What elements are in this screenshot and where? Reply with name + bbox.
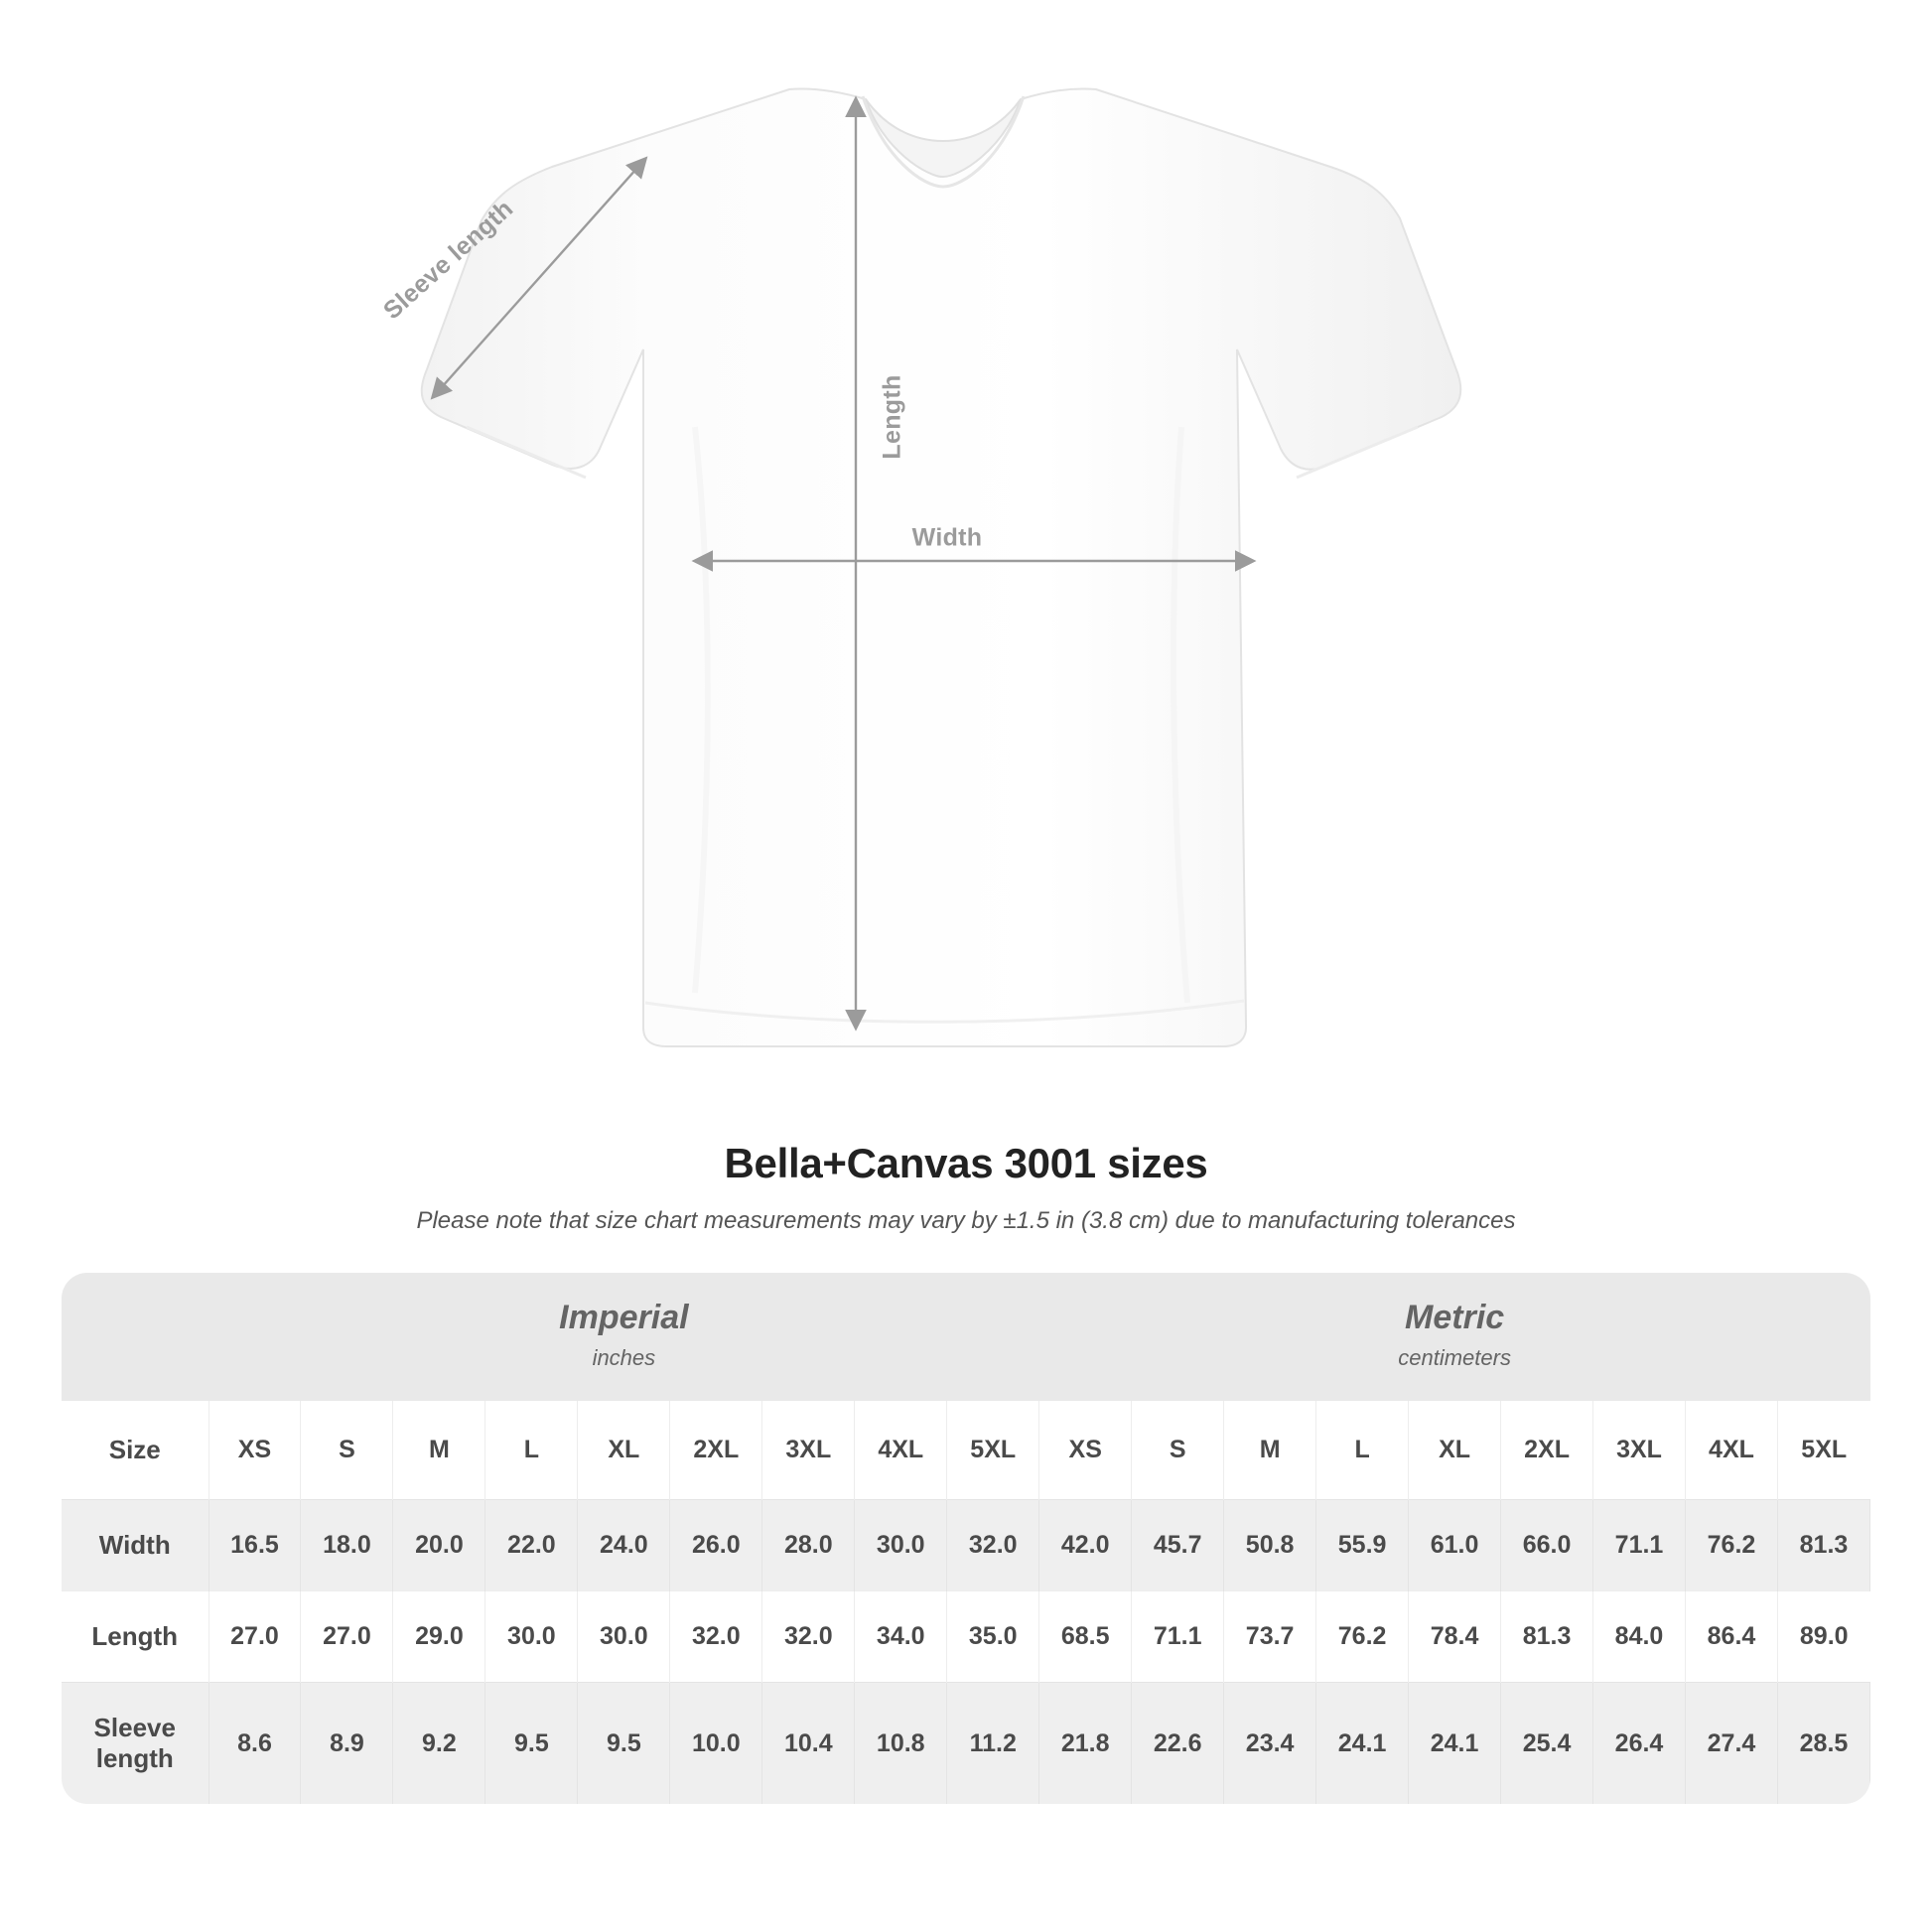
cell-sleeve-imperial-2: 9.2 (393, 1683, 485, 1805)
cell-sleeve-imperial-8: 11.2 (947, 1683, 1039, 1805)
cell-sleeve-metric-2: 23.4 (1224, 1683, 1316, 1805)
unit-imperial-name: Imperial (559, 1299, 689, 1336)
table-row (62, 1591, 1870, 1683)
cell-length-metric-8: 89.0 (1777, 1591, 1869, 1683)
size-header-imperial-6: 3XL (762, 1401, 855, 1500)
cell-length-imperial-5: 32.0 (670, 1591, 762, 1683)
cell-width-metric-4: 61.0 (1409, 1500, 1501, 1591)
cell-length-metric-2: 73.7 (1224, 1591, 1316, 1683)
cell-length-imperial-2: 29.0 (393, 1591, 485, 1683)
cell-width-metric-2: 50.8 (1224, 1500, 1316, 1591)
cell-length-imperial-7: 34.0 (855, 1591, 947, 1683)
size-header-imperial-0: XS (208, 1401, 301, 1500)
cell-sleeve-metric-4: 24.1 (1409, 1683, 1501, 1805)
cell-sleeve-imperial-1: 8.9 (301, 1683, 393, 1805)
table-row (62, 1500, 1870, 1591)
unit-imperial-cell (208, 1273, 1039, 1401)
page-title: Bella+Canvas 3001 sizes (724, 1140, 1208, 1186)
cell-width-imperial-6: 28.0 (762, 1500, 855, 1591)
size-header-imperial-7: 4XL (855, 1401, 947, 1500)
cell-sleeve-metric-7: 27.4 (1686, 1683, 1778, 1805)
row-label-sleeve-length: Sleeve length (62, 1683, 208, 1805)
size-header-metric-3: L (1316, 1401, 1409, 1500)
cell-width-imperial-2: 20.0 (393, 1500, 485, 1591)
sleeve-length-label: Sleeve length (377, 194, 519, 326)
size-header-metric-4: XL (1409, 1401, 1501, 1500)
size-header-metric-1: S (1132, 1401, 1224, 1500)
cell-length-metric-3: 76.2 (1316, 1591, 1409, 1683)
cell-width-imperial-4: 24.0 (578, 1500, 670, 1591)
size-header-imperial-5: 2XL (670, 1401, 762, 1500)
cell-width-imperial-0: 16.5 (208, 1500, 301, 1591)
size-header-metric-6: 3XL (1593, 1401, 1686, 1500)
tolerance-note: Please note that size chart measurements may vary by ±1.5 in (3.8 cm) due to manufacturing tolerances (416, 1207, 1516, 1234)
cell-width-metric-3: 55.9 (1316, 1500, 1409, 1591)
size-header-metric-8: 5XL (1777, 1401, 1869, 1500)
cell-sleeve-metric-5: 25.4 (1501, 1683, 1593, 1805)
cell-width-imperial-8: 32.0 (947, 1500, 1039, 1591)
cell-sleeve-imperial-0: 8.6 (208, 1683, 301, 1805)
cell-length-imperial-4: 30.0 (578, 1591, 670, 1683)
cell-sleeve-metric-1: 22.6 (1132, 1683, 1224, 1805)
cell-length-metric-7: 86.4 (1686, 1591, 1778, 1683)
row-label-length: Length (62, 1591, 208, 1683)
cell-sleeve-imperial-7: 10.8 (855, 1683, 947, 1805)
size-header-imperial-1: S (301, 1401, 393, 1500)
unit-metric-sub: centimeters (1398, 1345, 1511, 1370)
cell-width-metric-8: 81.3 (1777, 1500, 1869, 1591)
cell-sleeve-imperial-4: 9.5 (578, 1683, 670, 1805)
size-header-metric-5: 2XL (1501, 1401, 1593, 1500)
shirt-outline (422, 88, 1461, 1046)
size-header-metric-2: M (1224, 1401, 1316, 1500)
width-label: Width (911, 523, 983, 552)
table-row (62, 1683, 1870, 1805)
cell-width-metric-1: 45.7 (1132, 1500, 1224, 1591)
cell-width-imperial-3: 22.0 (485, 1500, 578, 1591)
cell-width-metric-0: 42.0 (1039, 1500, 1132, 1591)
cell-length-imperial-1: 27.0 (301, 1591, 393, 1683)
cell-width-imperial-1: 18.0 (301, 1500, 393, 1591)
cell-sleeve-metric-0: 21.8 (1039, 1683, 1132, 1805)
row-label-width: Width (62, 1500, 208, 1591)
unit-spacer-cell (62, 1273, 208, 1401)
cell-width-metric-5: 66.0 (1501, 1500, 1593, 1591)
size-table (62, 1273, 1870, 1804)
unit-imperial-sub: inches (592, 1345, 656, 1370)
cell-sleeve-imperial-3: 9.5 (485, 1683, 578, 1805)
cell-length-imperial-3: 30.0 (485, 1591, 578, 1683)
cell-length-imperial-8: 35.0 (947, 1591, 1039, 1683)
unit-metric-name: Metric (1405, 1299, 1505, 1336)
size-header-imperial-3: L (485, 1401, 578, 1500)
size-header-imperial-4: XL (578, 1401, 670, 1500)
cell-sleeve-metric-3: 24.1 (1316, 1683, 1409, 1805)
size-header-row (62, 1401, 1870, 1500)
size-header-metric-7: 4XL (1686, 1401, 1778, 1500)
cell-sleeve-metric-8: 28.5 (1777, 1683, 1869, 1805)
size-header-imperial-2: M (393, 1401, 485, 1500)
cell-sleeve-imperial-6: 10.4 (762, 1683, 855, 1805)
size-header-label: Size (62, 1401, 208, 1500)
cell-sleeve-imperial-5: 10.0 (670, 1683, 762, 1805)
cell-length-metric-1: 71.1 (1132, 1591, 1224, 1683)
unit-header-row (62, 1273, 1870, 1401)
cell-width-imperial-5: 26.0 (670, 1500, 762, 1591)
cell-width-imperial-7: 30.0 (855, 1500, 947, 1591)
cell-sleeve-metric-6: 26.4 (1593, 1683, 1686, 1805)
unit-metric-cell (1039, 1273, 1870, 1401)
cell-length-metric-0: 68.5 (1039, 1591, 1132, 1683)
title-block (0, 1140, 1932, 1235)
cell-length-metric-5: 81.3 (1501, 1591, 1593, 1683)
cell-width-metric-6: 71.1 (1593, 1500, 1686, 1591)
length-label: Length (878, 374, 906, 460)
size-table-wrapper (62, 1273, 1870, 1804)
size-header-imperial-8: 5XL (947, 1401, 1039, 1500)
cell-width-metric-7: 76.2 (1686, 1500, 1778, 1591)
cell-length-imperial-0: 27.0 (208, 1591, 301, 1683)
cell-length-metric-4: 78.4 (1409, 1591, 1501, 1683)
cell-length-imperial-6: 32.0 (762, 1591, 855, 1683)
cell-length-metric-6: 84.0 (1593, 1591, 1686, 1683)
size-header-metric-0: XS (1039, 1401, 1132, 1500)
